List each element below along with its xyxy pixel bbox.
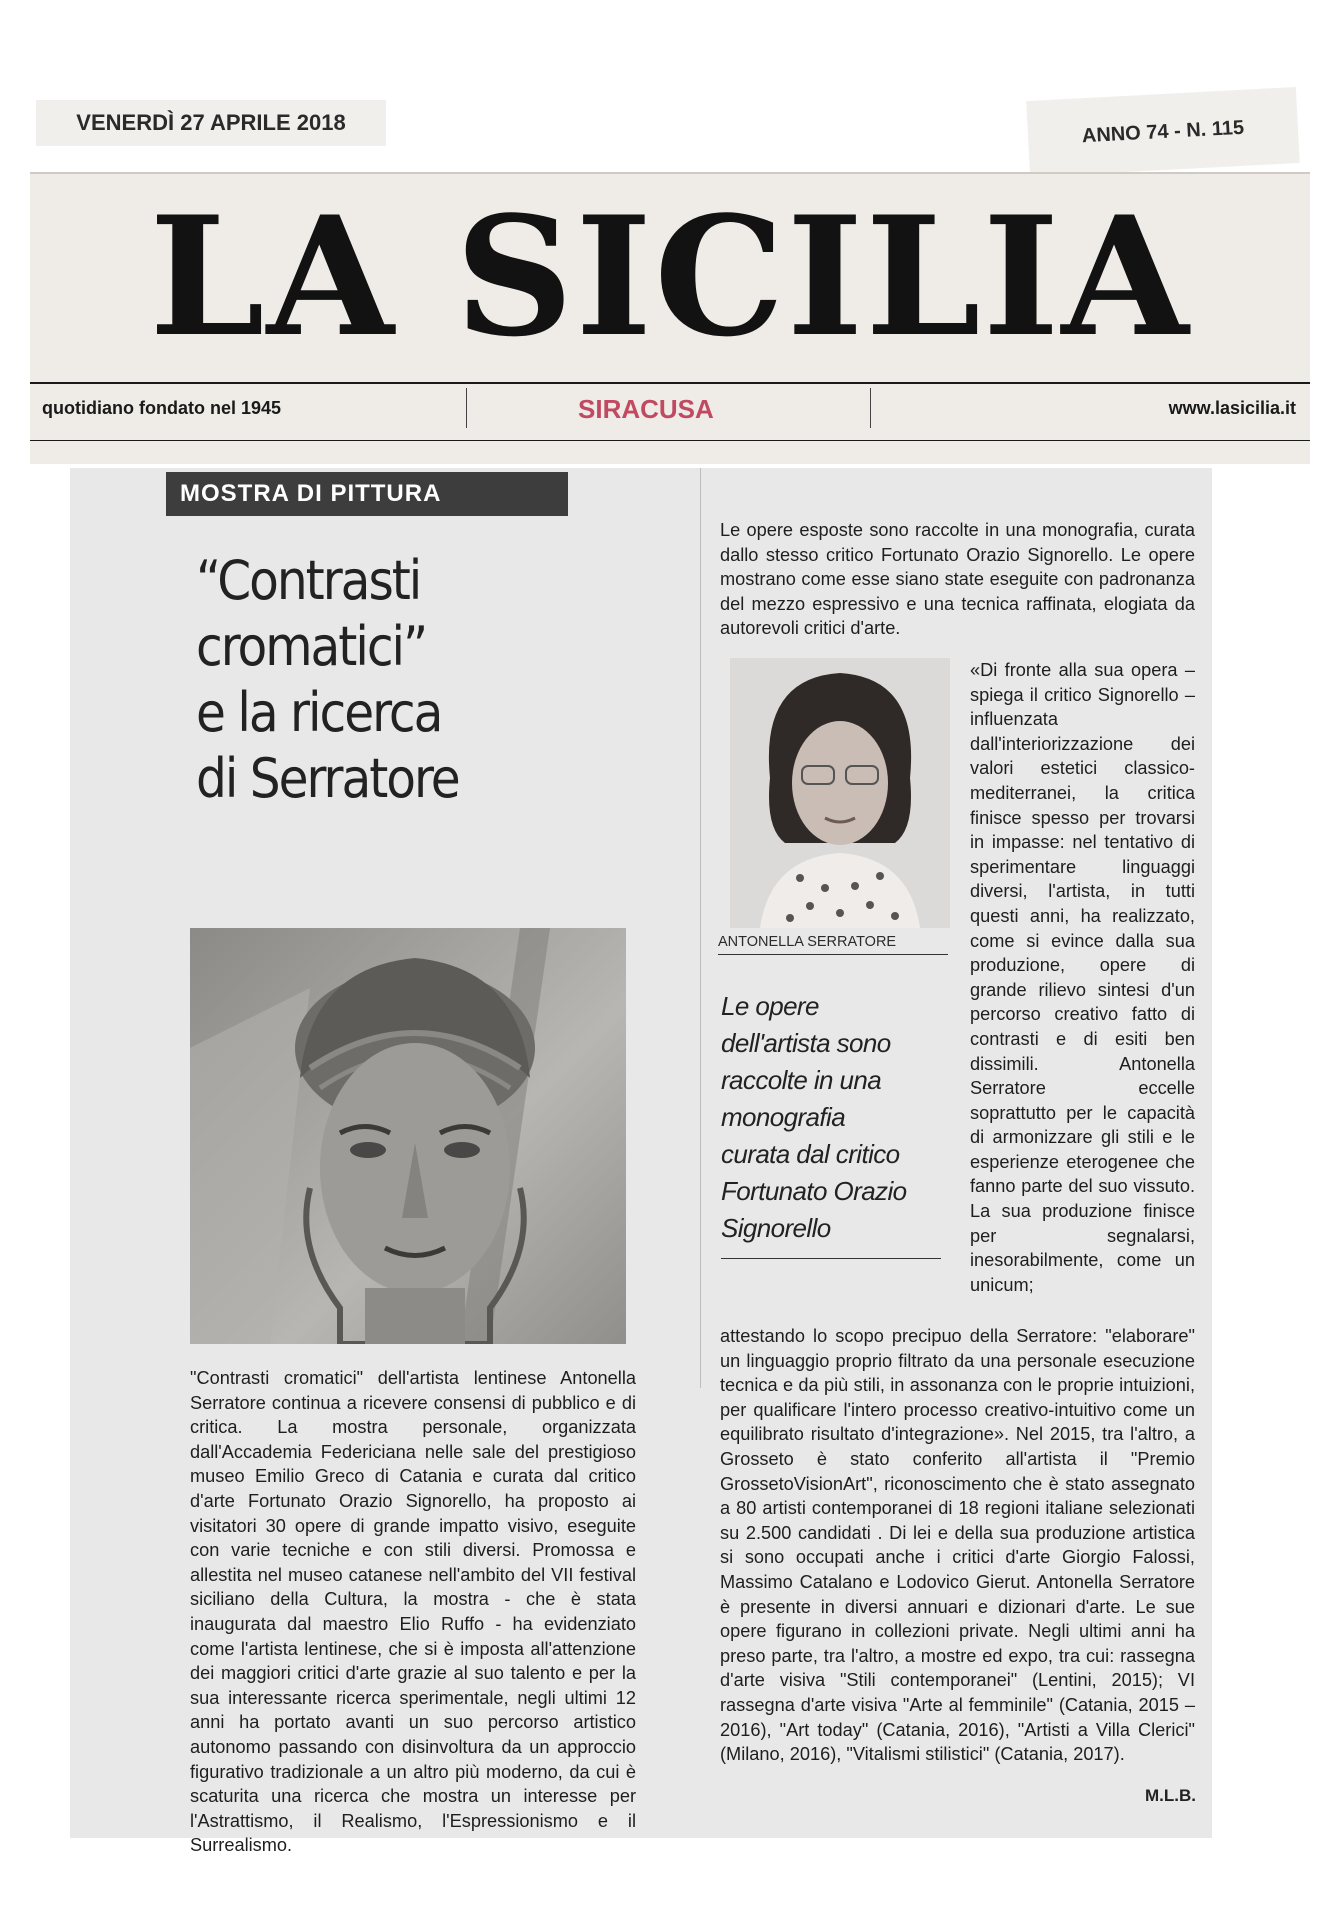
issue-strip xyxy=(1026,87,1300,177)
article-body-left: "Contrasti cromatici" dell'artista lentinese Antonella Serratore continua a ricevere consensi di pubblico e di critica. La mostra personale, organizzata dall'Accademia Federiciana nelle sale del prestigioso museo Emilio Greco di Catania e curata dal critico d'arte Fortunato Orazio Signorello, ha proposto ai visitatori 30 opere di grande impatto visivo, eseguite con varie tecniche e con stili diversi. Promossa e allestita nel museo catanese nell'ambito del VII festival siciliano della Cultura, la mostra - che è stata inaugurata dal maestro Elio Ruffo - ha evidenziato come l'artista lentinese, che si è imposta all'attenzione dei maggiori critici d'arte grazie al suo talento e per la sua interessante ricerca sperimentale, negli ultimi 12 anni ha portato avanti un suo percorso artistico autonomo passando con disinvoltura da un approccio figurativo tradizionale a un altro più moderno, da cui è scaturita una ricerca che mostra un interesse per l'Astrattismo, il Realismo, l'Espressionismo e il Surrealismo. xyxy=(190,1368,636,1856)
pull-quote-rule xyxy=(721,1258,941,1259)
pull-quote-line: curata dal critico xyxy=(721,1139,900,1169)
issue-number: ANNO 74 - N. 115 xyxy=(1081,116,1245,147)
article-kicker: MOSTRA DI PITTURA xyxy=(166,472,568,516)
pull-quote-line: dell'artista sono xyxy=(721,1028,891,1058)
column-divider xyxy=(700,468,701,1388)
headline-line: cromatici” xyxy=(196,615,427,678)
portrait-caption: ANTONELLA SERRATORE xyxy=(718,928,948,955)
article-body-right-intro: Le opere esposte sono raccolte in una monografia, curata dallo stesso critico Fortunato Orazio Signorello. Le opere mostrano come esse siano state eseguite con padronanza del mezzo espressivo e una tecnica raffinata, elogiata da autorevoli critici d'arte. xyxy=(720,520,1195,639)
headline-line: e la ricerca xyxy=(196,681,442,744)
article-clipping xyxy=(70,468,1212,1856)
newspaper-title: LA SICILIA xyxy=(149,180,1191,373)
article-headline xyxy=(196,548,656,812)
portrait-photo xyxy=(730,658,950,928)
section-name: SIRACUSA xyxy=(578,394,714,424)
issue-date: VENERDÌ 27 APRILE 2018 xyxy=(76,110,346,135)
pull-quote-line: Le opere xyxy=(721,991,819,1021)
masthead xyxy=(30,172,1310,464)
pull-quote xyxy=(721,988,959,1247)
masthead-bar xyxy=(30,382,1310,441)
headline-line: di Serratore xyxy=(196,747,459,810)
headline-line: “Contrasti xyxy=(196,549,421,612)
statue-head-illustration xyxy=(190,928,626,1344)
website: www.lasicilia.it xyxy=(1168,398,1296,418)
author-signature: M.L.B. xyxy=(1145,1786,1196,1805)
pull-quote-line: Fortunato Orazio xyxy=(721,1176,907,1206)
divider xyxy=(466,388,467,428)
portrait-illustration xyxy=(730,658,950,928)
article-body-right-narrow: «Di fronte alla sua opera – spiega il critico Signorello – influenzata dall'interiorizzazione dei valori estetici classico-mediterranei, la critica finisce spesso per trovarsi in impasse: nel tentativo di sperimentare linguaggi diversi, l'artista, in tutti questi anni, ha realizzato, come si evince dalla sua produzione, opere di grande rilievo sintesi d'un percorso creativo fatto di contrasti e di esiti ben dissimili. Antonella Serratore eccelle soprattutto per le capacità di armonizzare gli stili e le esperienze eterogenee che fanno parte del suo vissuto. La sua produzione finisce per segnalarsi, inesorabilmente, come un unicum; xyxy=(970,660,1195,1295)
pull-quote-line: Signorello xyxy=(721,1213,831,1243)
tagline: quotidiano fondato nel 1945 xyxy=(42,398,282,418)
article-body-right-wide: attestando lo scopo precipuo della Serratore: "elaborare" un linguaggio proprio filtrato da una personale esecuzione tecnica e da più stili, in assonanza con le proprie intuizioni, per qualificare l'intero processo creativo-intuitivo come un equilibrato risultato d'integrazione». Nel 2015, tra l'altro, a Grosseto è stato conferito all'artista il "Premio GrossetoVisionArt", riconoscimento che è stato assegnato a 80 artisti contemporanei di 18 regioni italiane selezionati su 2.500 candidati . Di lei e della sua produzione artistica si sono occupati anche i critici d'arte Giorgio Falossi, Massimo Catalano e Lodovico Gierut. Antonella Serratore è presente in diversi annuari e dizionari d'arte. Le sue opere figurano in collezioni private. Negli ultimi anni ha preso parte, tra l'altro, a mostre ed expo, tra cui: rassegna d'arte visiva "Stili contemporanei" (Lentini, 2015); VI rassegna d'arte visiva "Arte al femminile" (Catania, 2015 –2016), "Art today" (Catania, 2016), "Artisti a Villa Clerici" (Milano, 2016), "Vitalismi stilistici" (Catania, 2017). xyxy=(720,1326,1195,1765)
pull-quote-line: monografia xyxy=(721,1102,846,1132)
divider xyxy=(870,388,871,428)
statue-painting-photo xyxy=(190,928,626,1344)
pull-quote-line: raccolte in una xyxy=(721,1065,882,1095)
date-strip xyxy=(36,100,386,146)
